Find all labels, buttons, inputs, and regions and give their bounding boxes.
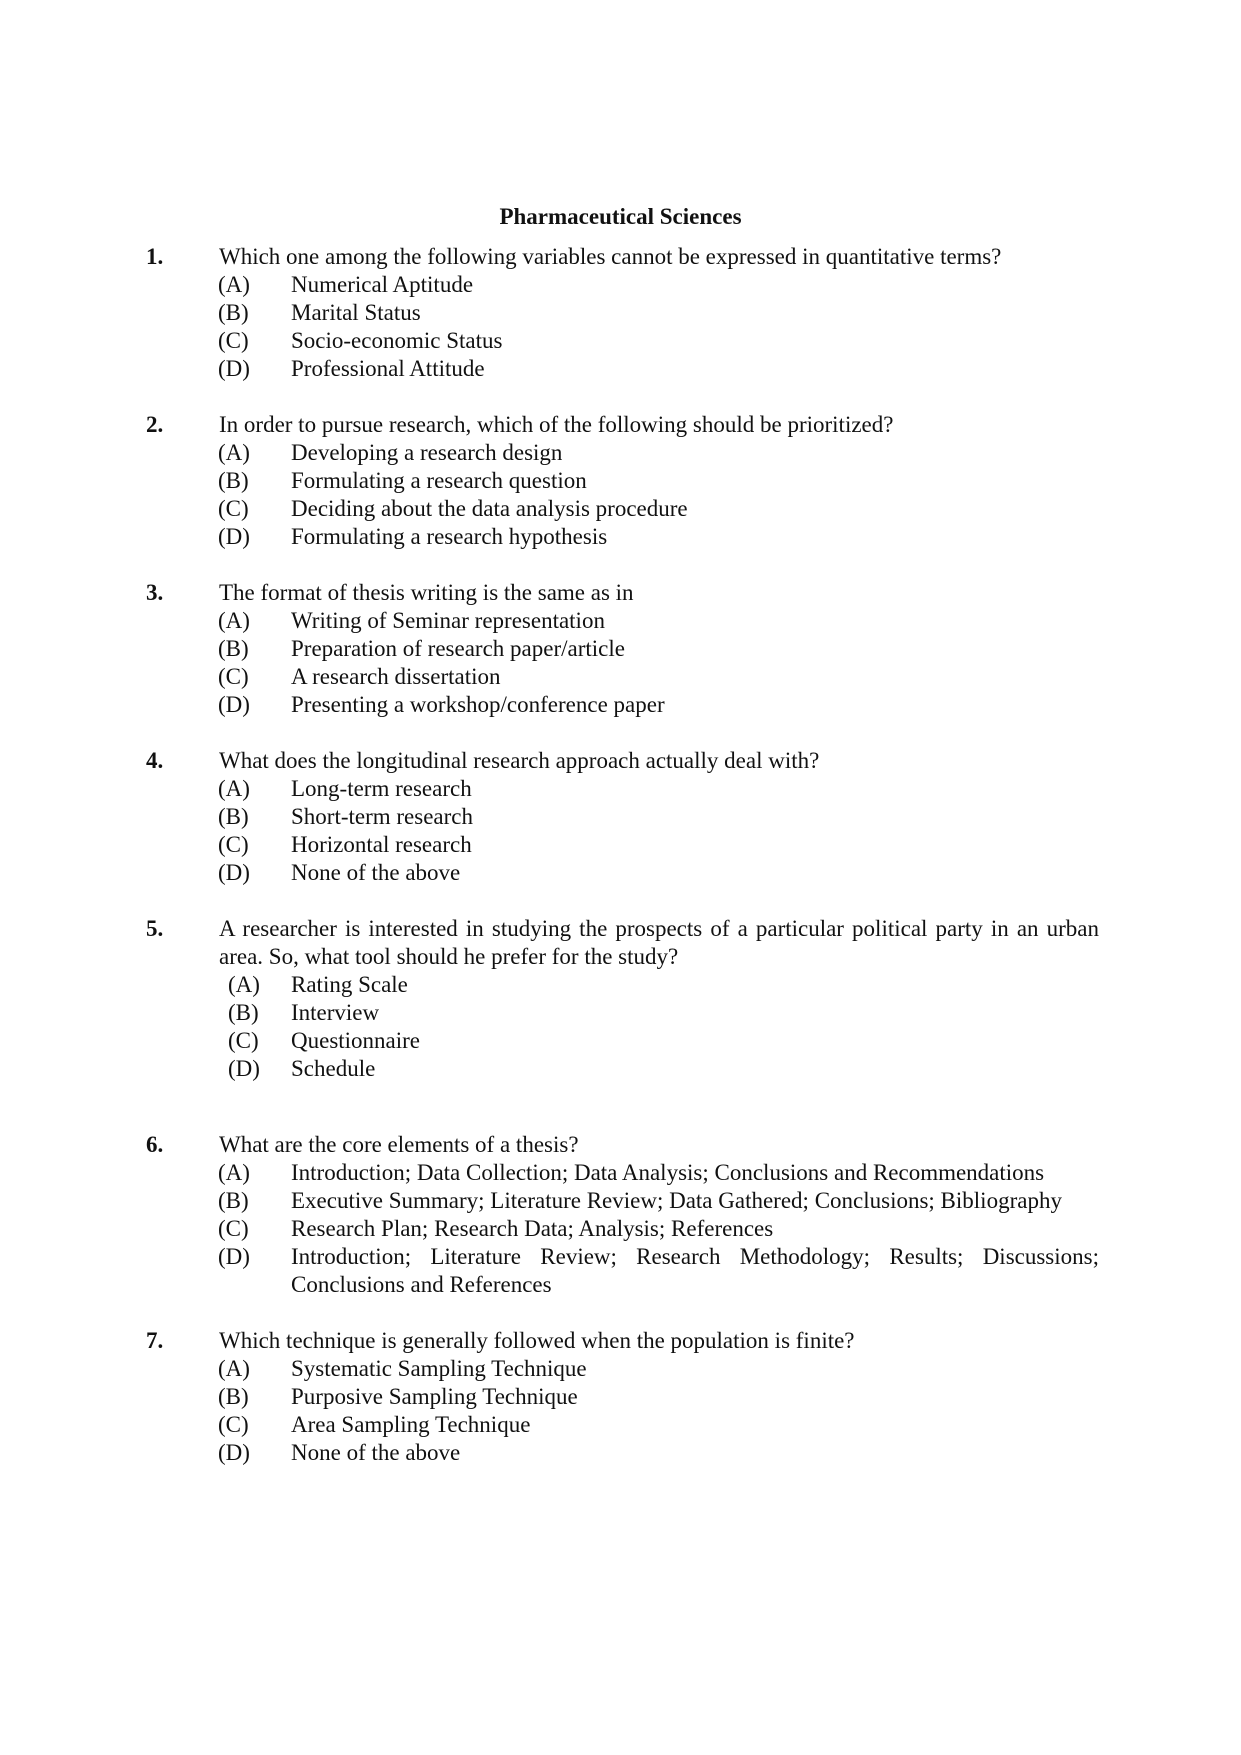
option-letter: (D) [228, 1056, 260, 1081]
option-b [0, 1187, 1241, 1215]
option-a [0, 971, 1241, 999]
option-a [0, 439, 1241, 467]
option-letter: (B) [218, 804, 249, 829]
question-1 [0, 243, 1241, 383]
option-c [0, 1411, 1241, 1439]
question-text: What are the core elements of a thesis? [219, 1132, 579, 1157]
option-letter: (C) [218, 1412, 249, 1437]
option-c [0, 831, 1241, 859]
option-text: None of the above [291, 860, 461, 885]
option-d [0, 1439, 1241, 1467]
option-a [0, 271, 1241, 299]
option-d [0, 355, 1241, 383]
option-text: Horizontal research [291, 832, 472, 857]
option-text: Marital Status [291, 300, 421, 325]
option-list [0, 971, 1241, 1083]
option-letter: (A) [228, 972, 260, 997]
option-text: Socio-economic Status [291, 328, 503, 353]
option-text: Presenting a workshop/conference paper [291, 692, 665, 717]
question-text: Which technique is generally followed when the population is finite? [219, 1328, 855, 1353]
option-text: Formulating a research hypothesis [291, 524, 608, 549]
option-letter: (D) [218, 1440, 250, 1465]
option-text: Area Sampling Technique [291, 1412, 531, 1437]
option-text: Long-term research [291, 776, 472, 801]
option-letter: (A) [218, 608, 250, 633]
question-number: 6. [146, 1132, 164, 1157]
question-number: 7. [146, 1328, 164, 1353]
option-letter: (C) [218, 496, 249, 521]
option-b [0, 467, 1241, 495]
option-letter: (C) [218, 1216, 249, 1241]
option-d [0, 691, 1241, 719]
option-text: None of the above [291, 1440, 461, 1465]
option-text: Research Plan; Research Data; Analysis; References [291, 1216, 774, 1241]
option-b [0, 299, 1241, 327]
option-a [0, 1355, 1241, 1383]
question-7 [0, 1327, 1241, 1467]
question-6 [0, 1131, 1241, 1299]
option-letter: (C) [218, 832, 249, 857]
question-number: 1. [146, 244, 164, 269]
option-letter: (A) [218, 1356, 250, 1381]
option-text: Developing a research design [291, 440, 563, 465]
option-text: Writing of Seminar representation [291, 608, 605, 633]
option-letter: (B) [218, 300, 249, 325]
option-letter: (B) [218, 1384, 249, 1409]
option-c [0, 495, 1241, 523]
question-4 [0, 747, 1241, 887]
option-text: Numerical Aptitude [291, 272, 474, 297]
option-letter: (A) [218, 440, 250, 465]
option-text: Introduction; Literature Review; Research Methodology; Results; Discussions; Conclusions and References [291, 1244, 1099, 1297]
option-b [0, 803, 1241, 831]
option-letter: (D) [218, 860, 250, 885]
question-list [0, 243, 1241, 1495]
option-letter: (A) [218, 1160, 250, 1185]
option-text: Formulating a research question [291, 468, 587, 493]
option-list [0, 271, 1241, 383]
option-text: Schedule [291, 1056, 376, 1081]
question-number: 5. [146, 916, 164, 941]
option-letter: (B) [218, 636, 249, 661]
page-title: Pharmaceutical Sciences [499, 204, 742, 229]
option-b [0, 635, 1241, 663]
option-letter: (A) [218, 272, 250, 297]
option-d [0, 523, 1241, 551]
question-3 [0, 579, 1241, 719]
option-text: Systematic Sampling Technique [291, 1356, 587, 1381]
question-text: A researcher is interested in studying the prospects of a particular political party in an urban area. So, what tool should he prefer for the study? [219, 916, 1099, 969]
option-letter: (C) [218, 664, 249, 689]
option-b [0, 1383, 1241, 1411]
option-letter: (D) [218, 692, 250, 717]
question-text: In order to pursue research, which of the following should be prioritized? [219, 412, 894, 437]
option-d [0, 859, 1241, 887]
option-a [0, 607, 1241, 635]
option-letter: (A) [218, 776, 250, 801]
option-c [0, 327, 1241, 355]
option-list [0, 439, 1241, 551]
option-text: Professional Attitude [291, 356, 485, 381]
option-letter: (B) [218, 468, 249, 493]
option-list [0, 1355, 1241, 1467]
question-text: Which one among the following variables cannot be expressed in quantitative terms? [219, 244, 1002, 269]
question-number: 2. [146, 412, 164, 437]
option-text: Deciding about the data analysis procedure [291, 496, 688, 521]
option-text: Interview [291, 1000, 380, 1025]
option-c [0, 1027, 1241, 1055]
option-list [0, 1159, 1241, 1299]
option-text: Preparation of research paper/article [291, 636, 625, 661]
option-b [0, 999, 1241, 1027]
option-c [0, 663, 1241, 691]
option-list [0, 775, 1241, 887]
option-text: Executive Summary; Literature Review; Data Gathered; Conclusions; Bibliography [291, 1188, 1062, 1213]
option-a [0, 1159, 1241, 1187]
question-5 [0, 915, 1241, 1083]
option-text: Purposive Sampling Technique [291, 1384, 578, 1409]
option-letter: (D) [218, 356, 250, 381]
option-text: A research dissertation [291, 664, 501, 689]
option-d [0, 1055, 1241, 1083]
option-c [0, 1215, 1241, 1243]
option-letter: (C) [228, 1028, 259, 1053]
question-text: What does the longitudinal research approach actually deal with? [219, 748, 820, 773]
option-letter: (B) [218, 1188, 249, 1213]
question-number: 3. [146, 580, 164, 605]
option-text: Questionnaire [291, 1028, 421, 1053]
question-number: 4. [146, 748, 164, 773]
question-text: The format of thesis writing is the same as in [219, 580, 634, 605]
option-letter: (D) [218, 1244, 250, 1269]
option-letter: (B) [228, 1000, 259, 1025]
option-text: Rating Scale [291, 972, 408, 997]
option-d [0, 1243, 1241, 1299]
option-list [0, 607, 1241, 719]
option-letter: (D) [218, 524, 250, 549]
question-2 [0, 411, 1241, 551]
option-letter: (C) [218, 328, 249, 353]
option-text: Introduction; Data Collection; Data Analysis; Conclusions and Recommendations [291, 1160, 1045, 1185]
option-text: Short-term research [291, 804, 474, 829]
option-a [0, 775, 1241, 803]
